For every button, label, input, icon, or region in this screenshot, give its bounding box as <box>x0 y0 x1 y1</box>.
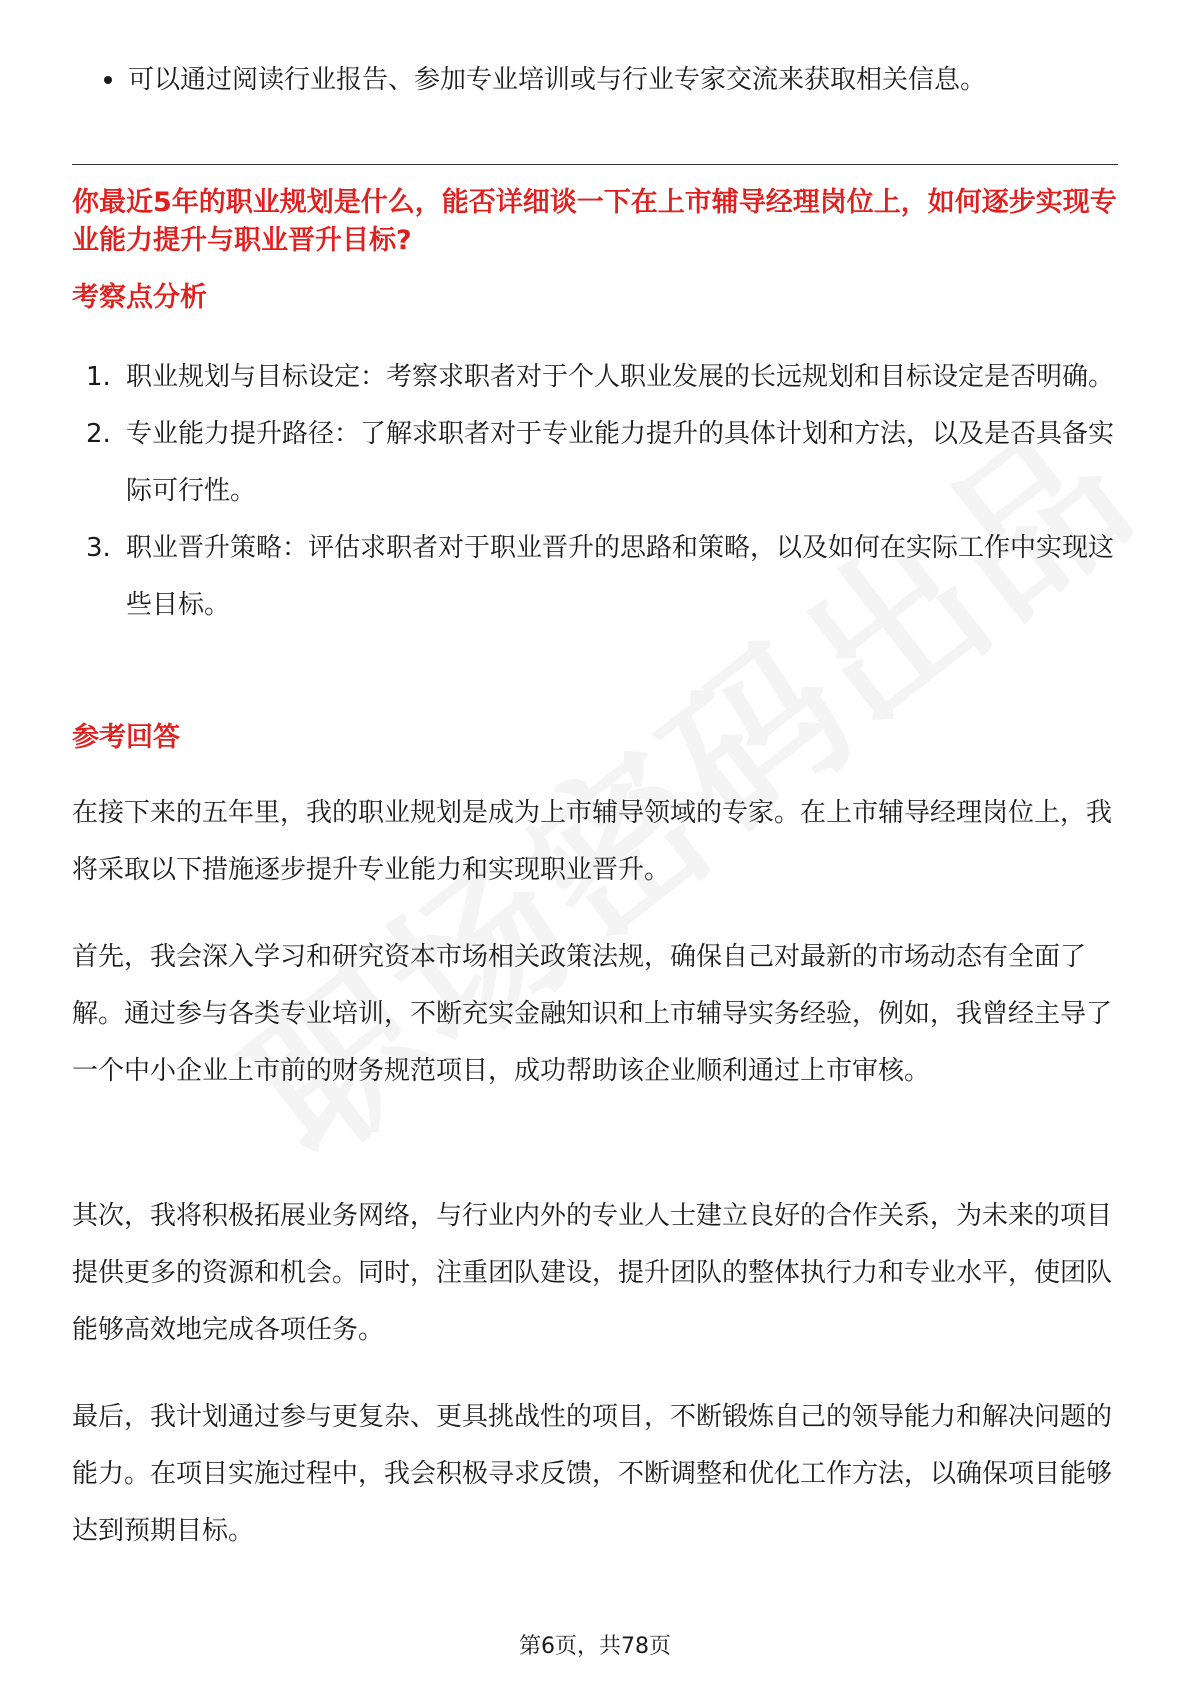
item-text: 职业晋升策略：评估求职者对于职业晋升的思路和策略，以及如何在实际工作中实现这些目标。 <box>126 533 1115 620</box>
answer-paragraph: 最后，我计划通过参与更复杂、更具挑战性的项目，不断锻炼自己的领导能力和解决问题的能力。在项目实施过程中，我会积极寻求反馈，不断调整和优化工作方法，以确保项目能够达到预期目标。 <box>72 1402 1113 1546</box>
answer-paragraph: 首先，我会深入学习和研究资本市场相关政策法规，确保自己对最新的市场动态有全面了解。通过参与各类专业培训，不断充实金融知识和上市辅导实务经验，例如，我曾经主导了一个中小企业上市前的财务规范项目，成功帮助该企业顺利通过上市审核。 <box>72 942 1113 1086</box>
answer-heading: 参考回答 <box>72 722 180 753</box>
list-item <box>72 60 1118 100</box>
list-item <box>72 349 1118 406</box>
item-number: 1. <box>86 362 111 392</box>
page-number: 第6页，共78页 <box>519 1634 671 1659</box>
section-divider <box>72 164 1118 165</box>
list-item <box>72 406 1118 520</box>
answer-paragraph: 其次，我将积极拓展业务网络，与行业内外的专业人士建立良好的合作关系，为未来的项目提供更多的资源和机会。同时，注重团队建设，提升团队的整体执行力和专业水平，使团队能够高效地完成各项任务。 <box>72 1201 1113 1345</box>
analysis-heading: 考察点分析 <box>72 282 207 313</box>
top-bullet-section <box>72 60 1118 100</box>
item-text: 职业规划与目标设定：考察求职者对于个人职业发展的长远规划和目标设定是否明确。 <box>126 362 1115 392</box>
bullet-text: 可以通过阅读行业报告、参加专业培训或与行业专家交流来获取相关信息。 <box>128 65 987 95</box>
answer-paragraph: 在接下来的五年里，我的职业规划是成为上市辅导领域的专家。在上市辅导经理岗位上，我将采取以下措施逐步提升专业能力和实现职业晋升。 <box>72 798 1113 885</box>
item-text: 专业能力提升路径：了解求职者对于专业能力提升的具体计划和方法，以及是否具备实际可行性。 <box>126 419 1115 506</box>
list-item <box>72 520 1118 634</box>
item-number: 2. <box>86 419 111 449</box>
item-number: 3. <box>86 533 111 563</box>
bullet-dot-icon <box>104 76 112 84</box>
bullet-list <box>72 60 1118 100</box>
analysis-list <box>72 349 1118 634</box>
question-title: 你最近5年的职业规划是什么，能否详细谈一下在上市辅导经理岗位上，如何逐步实现专业能力提升与职业晋升目标? <box>72 187 1117 256</box>
